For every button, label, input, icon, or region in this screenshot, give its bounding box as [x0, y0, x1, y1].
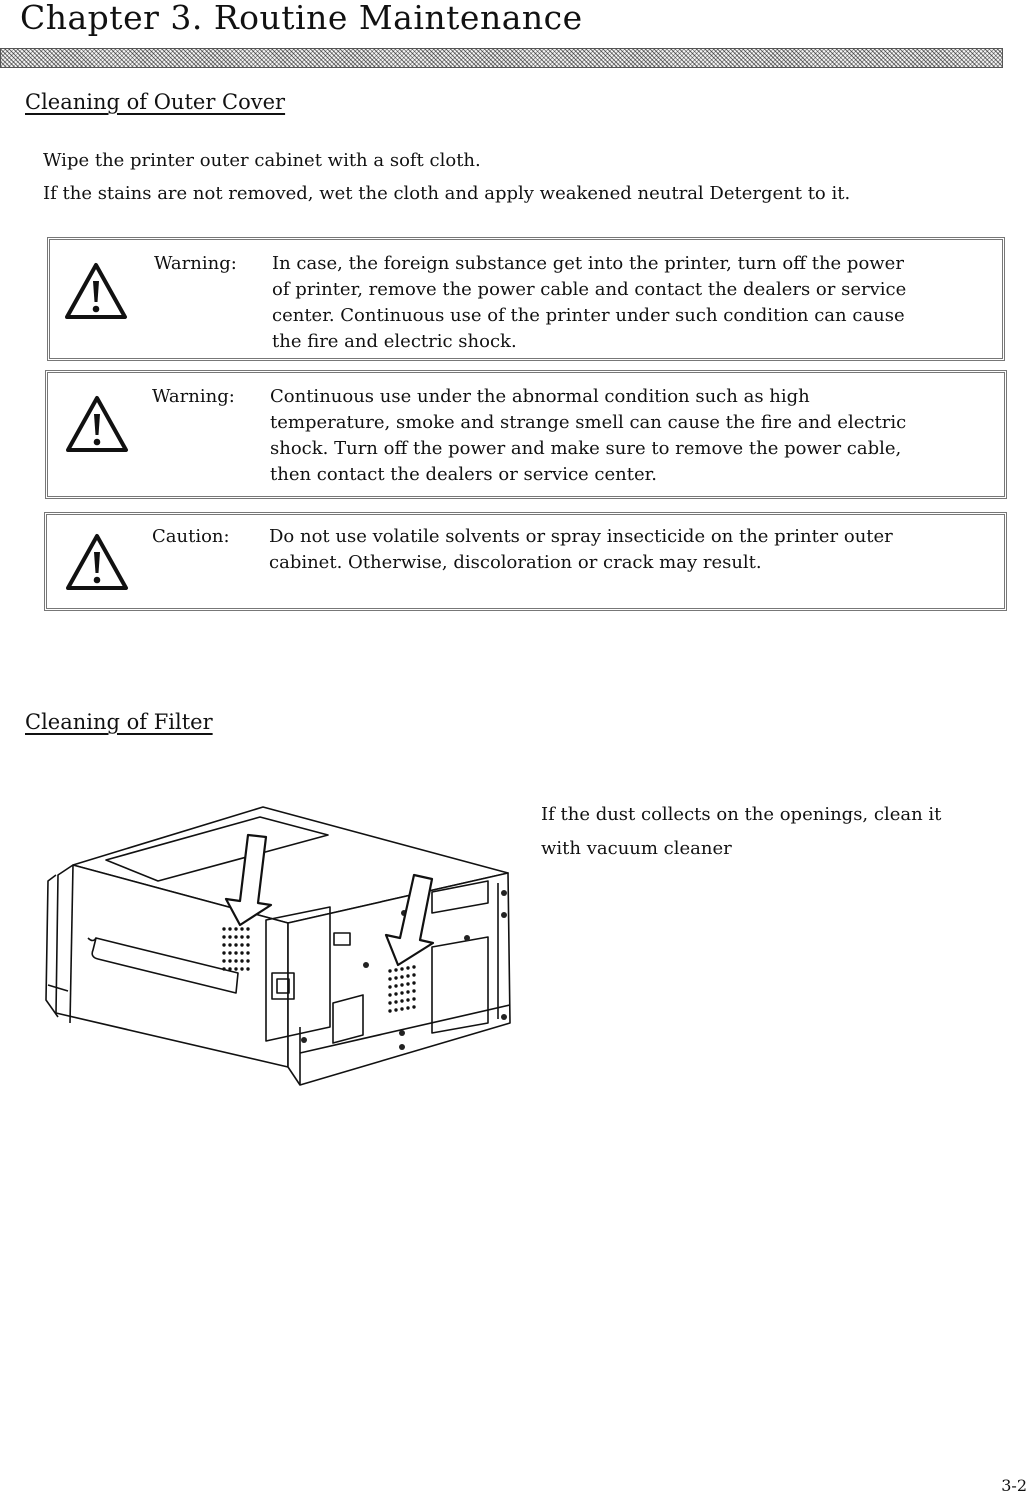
notice-line: temperature, smoke and strange smell can cause the fire and electric — [270, 412, 907, 433]
notice-text — [269, 524, 893, 576]
notice-line: of printer, remove the power cable and contact the dealers or service — [272, 279, 907, 300]
filter-instruction-2: with vacuum cleaner — [541, 838, 732, 859]
warning-triangle-icon — [65, 533, 129, 591]
notice-kind-label: Warning: — [152, 386, 235, 407]
outer-cover-instruction-1: Wipe the printer outer cabinet with a soft cloth. — [43, 150, 481, 171]
notice-line: cabinet. Otherwise, discoloration or crack may result. — [269, 552, 762, 573]
filter-instruction-1: If the dust collects on the openings, clean it — [541, 804, 942, 825]
chapter-title: Chapter 3. Routine Maintenance — [20, 0, 583, 37]
warning-box-foreign-substance — [47, 237, 1005, 361]
notice-line: Do not use volatile solvents or spray insecticide on the printer outer — [269, 526, 893, 547]
notice-kind-label: Caution: — [152, 526, 230, 547]
warning-box-abnormal-condition — [45, 370, 1007, 499]
notice-line: the fire and electric shock. — [272, 331, 517, 352]
section-heading-outer-cover: Cleaning of Outer Cover — [25, 90, 286, 114]
notice-line: In case, the foreign substance get into the printer, turn off the power — [272, 253, 904, 274]
notice-line: then contact the dealers or service center. — [270, 464, 657, 485]
printer-rear-illustration — [38, 795, 518, 1090]
notice-text — [270, 384, 906, 488]
page-number: 3-2 — [1001, 1476, 1027, 1495]
notice-line: center. Continuous use of the printer under such condition can cause — [272, 305, 905, 326]
notice-line: Continuous use under the abnormal condition such as high — [270, 386, 810, 407]
outer-cover-instruction-2: If the stains are not removed, wet the cloth and apply weakened neutral Detergent to it. — [43, 183, 851, 204]
warning-triangle-icon — [64, 262, 128, 320]
notice-kind-label: Warning: — [154, 253, 237, 274]
warning-triangle-icon — [65, 395, 129, 453]
section-heading-filter: Cleaning of Filter — [25, 710, 213, 734]
notice-text — [272, 251, 906, 355]
chapter-title-rule — [0, 48, 1003, 68]
notice-line: shock. Turn off the power and make sure to remove the power cable, — [270, 438, 902, 459]
caution-box-solvents — [44, 512, 1007, 611]
